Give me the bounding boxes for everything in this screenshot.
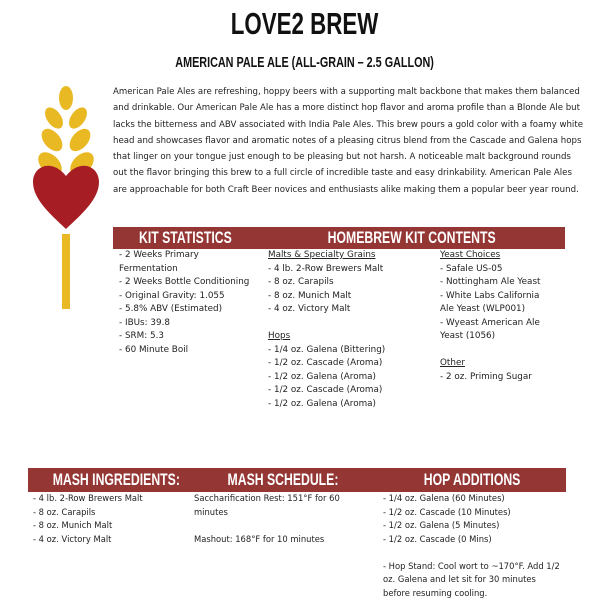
- list-item: Ale Yeast (WLP001): [440, 304, 526, 314]
- kit-header-bar: [113, 227, 565, 249]
- kit-statistics-heading: KIT STATISTICS: [139, 228, 232, 247]
- section-label: Malts & Specialty Grains: [268, 250, 376, 260]
- list-item: - 8 oz. Carapils: [268, 277, 334, 287]
- kit-statistics-list: [119, 249, 259, 357]
- list-item: - 60 Minute Boil: [119, 344, 189, 355]
- list-item: - 4 oz. Victory Malt: [268, 304, 351, 314]
- list-item: - 5.8% ABV (Estimated): [119, 304, 223, 314]
- mashout-step: Mashout: 168°F for 10 minutes: [194, 533, 325, 544]
- yeast-other-list: [440, 249, 540, 384]
- hop-stand-note: - Hop Stand: Cool wort to ~170°F. Add 1/2 oz. Galena and let sit for 30 minutes before resuming cooling.: [383, 560, 560, 598]
- list-item: - 4 lb. 2-Row Brewers Malt: [268, 263, 384, 274]
- list-item: - Wyeast American Ale: [440, 317, 540, 328]
- list-item: - 1/2 oz. Cascade (Aroma): [268, 358, 383, 368]
- list-item: - 8 oz. Carapils: [33, 506, 96, 517]
- list-item: - Original Gravity: 1.055: [119, 290, 225, 301]
- intro-paragraph: American Pale Ales are refreshing, hoppy beers with a supporting malt backbone that makes them balanced and drinkable. Our American Pale Ale has a more distinct hop flavor and aroma profile than a Blonde Ale but lacks the bitterness and ABV associated with India Pale Ales. This brew pours a gold color with a foamy white head and showcases flavor and aromatic notes of a pleasing citrus blend from the Cascade and Galena hops that linger on your tongue just enough to be pleasing but not harsh. A noticeable malt background rounds out the flavor bringing this brew to a full circle of incredible taste and easy drinkability. American Pale Ales are approachable for both Craft Beer novices and enthusiasts alike making them a popular beer year round.: [113, 87, 583, 195]
- wheat-heart-logo-icon: [30, 84, 105, 310]
- mash-ingredients-list: [33, 492, 143, 546]
- list-item: - 4 oz. Victory Malt: [33, 533, 112, 544]
- list-item: - 8 oz. Munich Malt: [268, 290, 352, 301]
- malts-hops-list: [268, 249, 385, 411]
- section-label: Yeast Choices: [440, 250, 501, 260]
- list-item: - 1/2 oz. Galena (5 Minutes): [383, 520, 500, 530]
- list-item: - 4 lb. 2-Row Brewers Malt: [33, 493, 143, 503]
- list-item: - 2 Weeks Primary Fermentation: [119, 250, 199, 274]
- list-item: - 1/2 oz. Cascade (Aroma): [268, 385, 383, 395]
- list-item: - Nottingham Ale Yeast: [440, 277, 541, 287]
- section-label: Other: [440, 358, 465, 368]
- list-item: - 1/2 oz. Cascade (0 Mins): [383, 533, 492, 544]
- list-item: - 8 oz. Munich Malt: [33, 520, 113, 530]
- list-item: - 1/2 oz. Galena (Aroma): [268, 371, 376, 382]
- mash-header-bar: [28, 468, 566, 492]
- hop-additions-list: [383, 492, 565, 600]
- list-item: - Safale US-05: [440, 263, 503, 274]
- list-item: Yeast (1056): [440, 331, 496, 341]
- mash-ingredients-heading: MASH INGREDIENTS:: [52, 470, 180, 489]
- list-item: - 1/2 oz. Galena (Aroma): [268, 398, 376, 409]
- list-item: - 1/4 oz. Galena (Bittering): [268, 344, 386, 355]
- saccharification-rest: Saccharification Rest: 151°F for 60 minutes: [194, 493, 340, 517]
- list-item: - IBUs: 39.8: [119, 317, 170, 328]
- list-item: - 1/2 oz. Cascade (10 Minutes): [383, 506, 511, 517]
- list-item: - SRM: 5.3: [119, 331, 165, 341]
- list-item: - 2 oz. Priming Sugar: [440, 371, 532, 382]
- page-title: LOVE2 BREW: [230, 6, 379, 41]
- mash-schedule-heading: MASH SCHEDULE:: [227, 470, 339, 489]
- recipe-subtitle: AMERICAN PALE ALE (ALL-GRAIN – 2.5 GALLON): [175, 54, 434, 71]
- list-item: - 2 Weeks Bottle Conditioning: [119, 277, 250, 287]
- kit-contents-heading: HOMEBREW KIT CONTENTS: [327, 228, 496, 247]
- list-item: - White Labs California: [440, 290, 540, 301]
- mash-schedule-list: [194, 492, 369, 546]
- list-item: - 1/4 oz. Galena (60 Minutes): [383, 493, 505, 503]
- hop-additions-heading: HOP ADDITIONS: [423, 470, 521, 489]
- section-label: Hops: [268, 331, 291, 341]
